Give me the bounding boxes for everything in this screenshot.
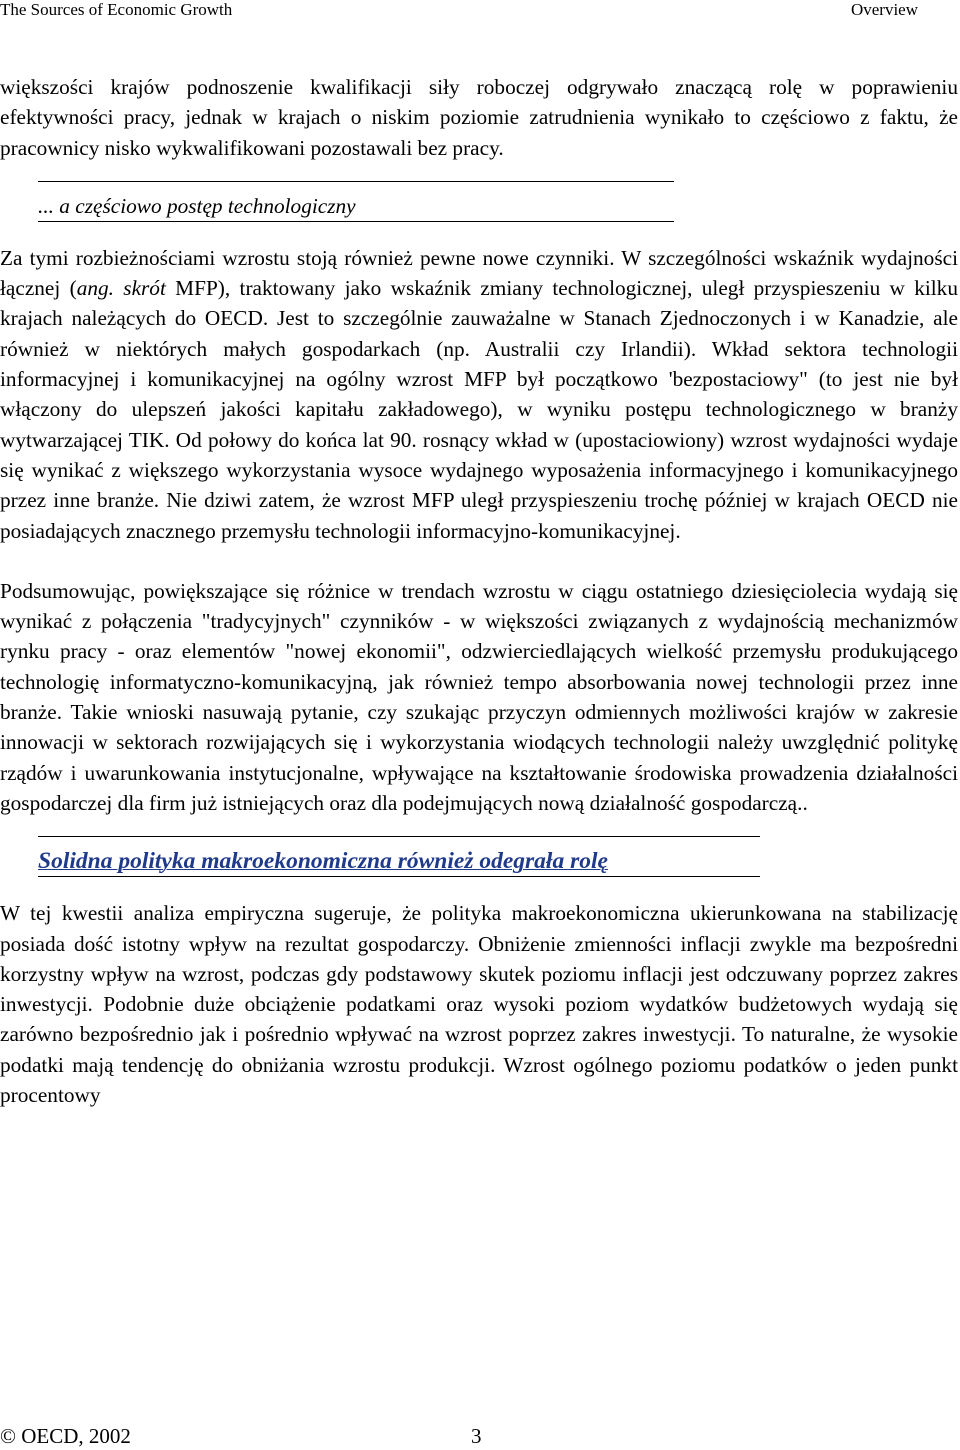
subheading-rule-bottom: [38, 221, 674, 222]
subheading-title: Solidna polityka makroekonomiczna również odegrała rolę: [38, 848, 608, 875]
paragraph-2-part-a: Za tymi rozbieżnościami wzrostu stoją również pewne nowe czynniki. W szczególności wskaźnik wydajności łącznej (: [0, 245, 958, 301]
page-body: [0, 72, 958, 1110]
page-number: 3: [471, 1424, 482, 1448]
paragraph-1: większości krajów podnoszenie kwalifikacji siły roboczej odgrywało znaczącą rolę w poprawieniu efektywności pracy, jednak w krajach o niskim poziomie zatrudnienia wynikało to częściowo z faktu, że pracownicy nisko wykwalifikowani pozostawali bez pracy.: [0, 75, 958, 160]
running-header: [0, 0, 960, 20]
subheading-rule-bottom: [38, 876, 760, 877]
paragraph-4: W tej kwestii analiza empiryczna sugeruje, że polityka makroekonomiczna ukierunkowana na stabilizację posiada dość istotny wpływ na rezultat gospodarczy. Obniżenie zmienności inflacji zwykle ma bezpośredni korzystny wpływ na wzrost, podczas gdy podstawowy skutek poziomu inflacji jest odczuwany poprzez zakres inwestycji. Podobnie duże obciążenie podatkami oraz wysoki poziom wydatków budżetowych wydają się zarówno bezpośrednio jak i pośrednio wpływać na wzrost poprzez zakres inwestycji. To naturalne, że wysokie podatki mają tendencję do obniżania wzrostu produkcji. Wzrost ogólnego poziomu podatków o jeden punkt procentowy: [0, 901, 958, 1108]
subheading-macroeconomic-policy: [0, 832, 958, 898]
subheading-rule-top: [38, 181, 674, 182]
paragraph-3: Podsumowując, powiększające się różnice w trendach wzrostu w ciągu ostatniego dziesięciolecia wydają się wynikać z połączenia "tradycyjnych" czynników - w większości związanych z wydajnością mechanizmów rynku pracy - oraz elementów "nowej ekonomii", odzwierciedlających wielkość przemysłu produkującego technologię informatyczno-komunikacyjną, jak również tempo absorbowania nowej technologii przez inne branże. Takie wnioski nasuwają pytanie, czy szukając przyczyn odmiennych możliwości krajów w zakresie innowacji w sektorach rozwijających się i wykorzystania wiodących technologii należy uwzględnić politykę rządów i uwarunkowania instytucjonalne, wpływające na kształtowanie środowiska prowadzenia działalności gospodarczej dla firm już istniejących oraz dla podejmujących nową działalność gospodarczą..: [0, 578, 958, 815]
subheading-technological-progress: [0, 177, 958, 243]
paragraph-2: [0, 243, 958, 546]
paragraph-2-part-b: MFP), traktowany jako wskaźnik zmiany technologicznej, uległ przyspieszeniu w kilku krajach należących do OECD. Jest to szczególnie zauważalne w Stanach Zjednoczonych i w Kanadzie, ale również w niektórych małych gospodarkach (np. Australii czy Irlandii). Wkład sektora technologii informacyjnej i komunikacyjnej na ogólny wzrost MFP był początkowo 'bezpostaciowy" (to jest nie był włączony do ulepszeń jakości kapitału zakładowego), w wyniku postępu technologicznego w branży wytwarzającej TIK. Od połowy do końca lat 90. rosnący wkład w (upostaciowiony) wzrost wydajności wydaje się wynikać z większego wykorzystania wysoce wydajnego wyposażenia informacyjnego i komunikacyjnego przez inne branże. Nie dziwi zatem, że wzrost MFP uległ przyspieszeniu trochę później w krajach OECD nie posiadających znacznego przemysłu technologii informacyjno-komunikacyjnej.: [0, 276, 958, 543]
footer-copyright: © OECD, 2002: [0, 1424, 131, 1448]
paragraph-2-italic: ang. skrót: [76, 276, 166, 301]
subheading-title: ... a częściowo postęp technologiczny: [38, 193, 356, 218]
subheading-rule-top: [38, 836, 760, 837]
header-section-name: Overview: [850, 0, 918, 19]
header-document-title: The Sources of Economic Growth: [0, 0, 233, 19]
